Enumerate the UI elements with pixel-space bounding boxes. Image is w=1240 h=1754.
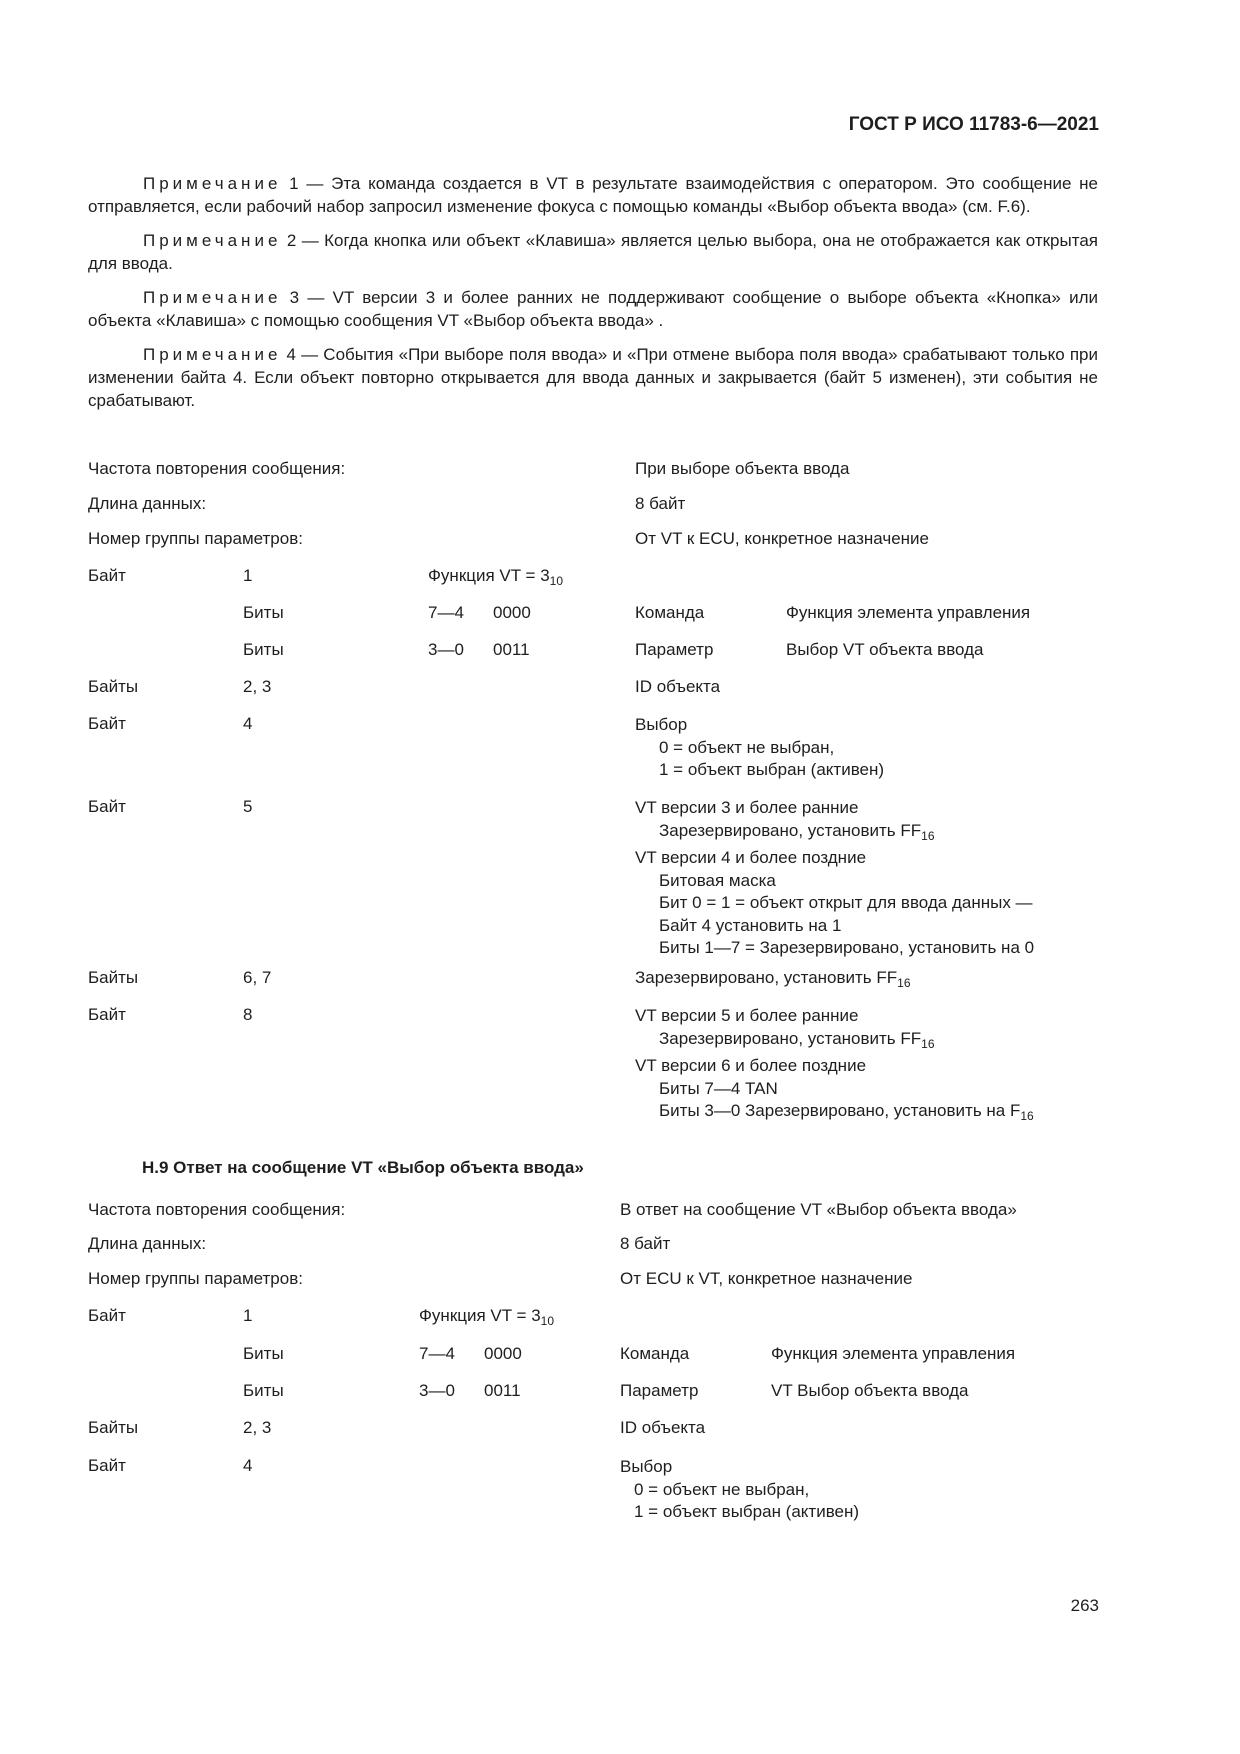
desc-line: VT версии 4 и более поздние	[635, 848, 867, 867]
rate-label: Частота повторения сообщения:	[88, 459, 346, 478]
byte-label: Байт	[88, 797, 126, 816]
bytes-label: Байты	[88, 1418, 139, 1437]
bits-label: Биты	[243, 1381, 284, 1400]
command-label: Команда	[620, 1344, 690, 1363]
pgn-value: От ECU к VT, конкретное назначение	[620, 1269, 913, 1288]
note-text: 4 — События «При выборе поля ввода» и «При отмене выбора поля ввода» срабатывают только при изменении байта 4. Если объект повторно открывается для ввода данных и закрывается (байт 5 изменен), эти события не срабатывают.	[88, 345, 1098, 410]
desc-line: 0 = объект не выбран,	[634, 1479, 810, 1499]
pgn-label: Номер группы параметров:	[88, 1269, 303, 1288]
desc-line: Выбор	[620, 1457, 673, 1476]
function-subscript: 10	[540, 1314, 555, 1328]
desc-line: 1 = объект выбран (активен)	[634, 1502, 860, 1521]
byte-number: 5	[243, 797, 253, 816]
byte-label: Байт	[88, 1306, 126, 1325]
data-length-label: Длина данных:	[88, 494, 207, 513]
bits-range: 3—0	[428, 640, 464, 659]
bytes-label: Байты	[88, 677, 139, 696]
bits-label: Биты	[243, 603, 284, 622]
command-value: Функция элемента управления	[786, 603, 1031, 622]
section-heading: H.9 Ответ на сообщение VT «Выбор объекта ввода»	[142, 1158, 584, 1177]
byte-number: 1	[243, 1306, 253, 1325]
rate-value: При выборе объекта ввода	[635, 459, 850, 478]
bits-value: 0000	[493, 603, 531, 622]
desc-line: 1 = объект выбран (активен)	[659, 760, 885, 779]
parameter-label: Параметр	[620, 1381, 699, 1400]
byte-number: 6, 7	[243, 968, 272, 987]
parameter-label: Параметр	[635, 640, 714, 659]
pgn-value: От VT к ECU, конкретное назначение	[635, 529, 929, 548]
byte-label: Байт	[88, 566, 126, 585]
bits-value: 0000	[484, 1344, 522, 1363]
desc-text: Биты 3—0 Зарезервировано, установить на F	[659, 1101, 1021, 1120]
desc-text: Зарезервировано, установить FF	[659, 1028, 922, 1048]
function-subscript: 10	[549, 574, 564, 588]
desc-line: VT версии 6 и более поздние	[635, 1056, 867, 1075]
note-label: Примечание	[143, 231, 282, 250]
note-text: 3 — VT версии 3 и более ранних не поддерживают сообщение о выборе объекта «Кнопка» или объекта «Клавиша» с помощью сообщения VT «Выбор объекта ввода» .	[88, 288, 1098, 330]
desc-line: VT версии 5 и более ранние	[635, 1006, 859, 1025]
data-length-value: 8 байт	[635, 494, 686, 513]
parameter-value: VT Выбор объекта ввода	[771, 1381, 969, 1400]
desc-line: 0 = объект не выбран,	[659, 737, 835, 757]
bits-value: 0011	[484, 1381, 521, 1400]
pgn-label: Номер группы параметров:	[88, 529, 303, 548]
desc-line: Бит 0 = 1 = объект открыт для ввода данных —	[659, 893, 1033, 912]
hex-subscript: 16	[897, 976, 911, 990]
note-label: Примечание	[143, 345, 282, 364]
desc-line: Биты 7—4 TAN	[659, 1078, 778, 1098]
byte-description: ID объекта	[620, 1418, 706, 1437]
byte-number: 2, 3	[243, 677, 272, 696]
desc-line: Битовая маска	[659, 870, 776, 890]
bits-range: 7—4	[428, 603, 464, 622]
function-text: Функция VT = 3	[428, 566, 550, 585]
command-label: Команда	[635, 603, 705, 622]
bits-range: 7—4	[419, 1344, 455, 1363]
bits-value: 0011	[493, 640, 530, 659]
bits-label: Биты	[243, 640, 284, 659]
byte-number: 4	[243, 714, 253, 733]
byte-number: 8	[243, 1005, 253, 1024]
desc-line: VT версии 3 и более ранние	[635, 798, 859, 817]
byte-description: ID объекта	[635, 677, 721, 696]
byte-description	[620, 1456, 859, 1524]
hex-subscript: 16	[921, 1036, 935, 1051]
note-text: 2 — Когда кнопка или объект «Клавиша» является целью выбора, она не отображается как открытая для ввода.	[88, 231, 1098, 273]
byte-number: 1	[243, 566, 253, 585]
data-length-value: 8 байт	[620, 1234, 671, 1253]
parameter-value: Выбор VT объекта ввода	[786, 640, 984, 659]
desc-line: Выбор	[635, 715, 688, 734]
page-number: 263	[1070, 1596, 1099, 1615]
bits-range: 3—0	[419, 1381, 455, 1400]
desc-line: Биты 1—7 = Зарезервировано, установить на 0	[659, 938, 1035, 957]
document-header: ГОСТ Р ИСО 11783-6—2021	[848, 114, 1099, 135]
function-label	[419, 1306, 554, 1328]
hex-subscript: 16	[1020, 1109, 1034, 1123]
bytes-label: Байты	[88, 968, 139, 987]
rate-value: В ответ на сообщение VT «Выбор объекта ввода»	[620, 1200, 1017, 1219]
command-value: Функция элемента управления	[771, 1344, 1016, 1363]
desc-text: Зарезервировано, установить FF	[659, 820, 922, 840]
byte-number: 2, 3	[243, 1418, 272, 1437]
rate-label: Частота повторения сообщения:	[88, 1200, 346, 1219]
desc-text: Зарезервировано, установить FF	[635, 968, 898, 987]
note-label: Примечание	[143, 174, 282, 193]
note-label: Примечание	[143, 288, 282, 307]
hex-subscript: 16	[921, 828, 935, 843]
function-text: Функция VT = 3	[419, 1306, 541, 1325]
byte-number: 4	[243, 1456, 253, 1475]
note-text: 1 — Эта команда создается в VT в результате взаимодействия с оператором. Это сообщение не отправляется, если рабочий набор запросил изменение фокуса с помощью команды «Выбор объекта ввода» (см. F.6).	[88, 174, 1098, 216]
byte-label: Байт	[88, 1005, 126, 1024]
data-length-label: Длина данных:	[88, 1234, 207, 1253]
byte-label: Байт	[88, 714, 126, 733]
desc-line: Байт 4 установить на 1	[659, 915, 842, 935]
byte-label: Байт	[88, 1456, 126, 1475]
bits-label: Биты	[243, 1344, 284, 1363]
